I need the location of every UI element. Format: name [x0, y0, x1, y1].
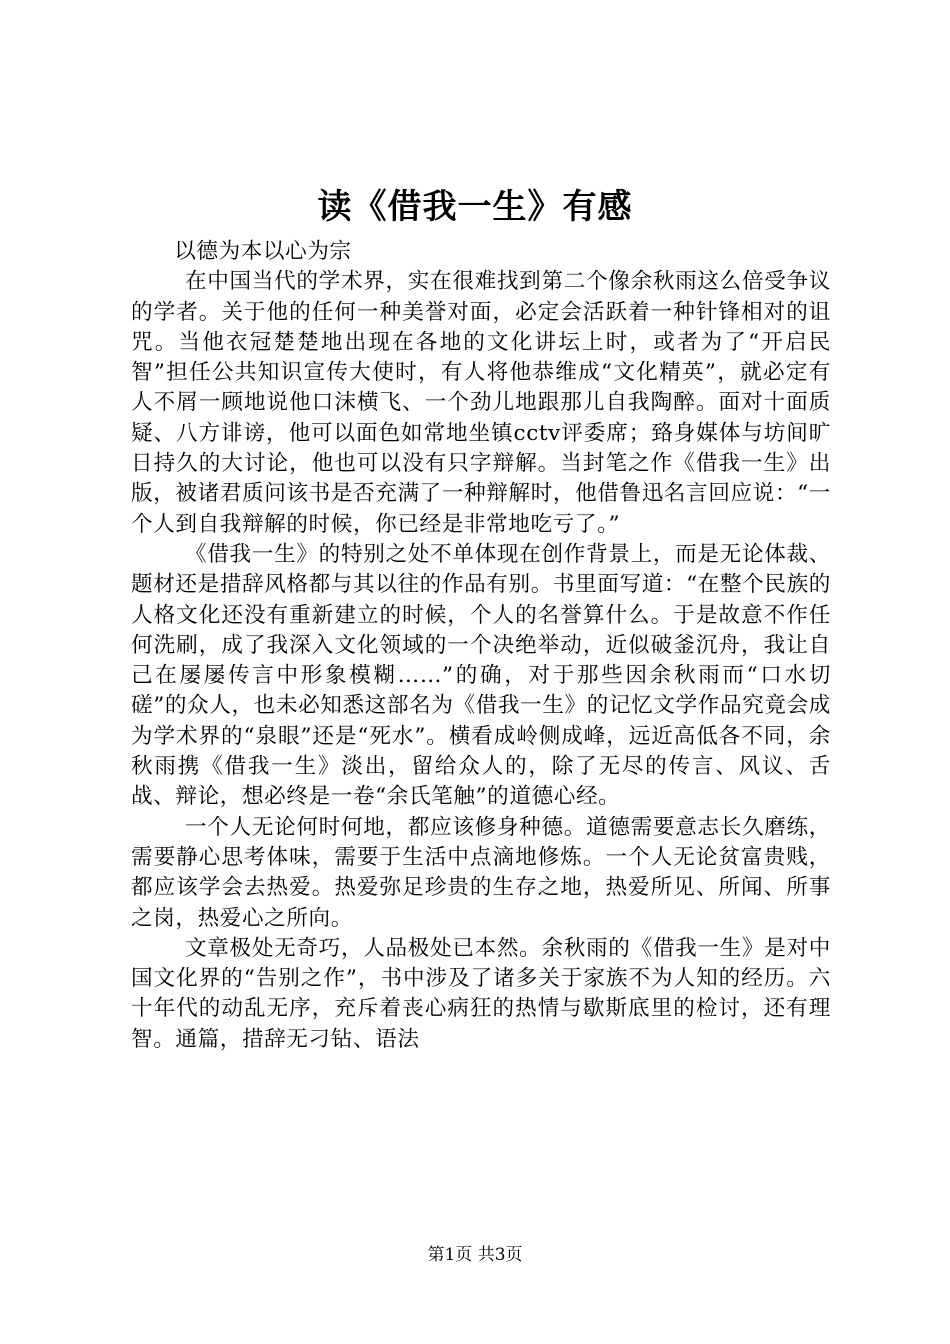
page-footer: 第1页 共3页 — [427, 1245, 523, 1265]
document-title: 读《借我一生》有感 — [317, 187, 633, 227]
paragraph-4: 文章极处无奇巧，人品极处已本然。余秋雨的《借我一生》是对中国文化界的“告别之作”，书中涉及了诸多关于家族不为人知的经历。六十年代的动乱无序，充斥着丧心病狂的热情与歇斯底里的检讨，还有理智。通篇，措辞无刁钻、语法 — [131, 935, 831, 1052]
document-subtitle: 以德为本以心为宗 — [174, 239, 352, 264]
paragraph-3: 一个人无论何时何地，都应该修身种德。道德需要意志长久磨练，需要静心思考体味，需要于生活中点滴地修炼。一个人无论贫富贵贱，都应该学会去热爱。热爱弥足珍贵的生存之地，热爱所见、所闻、所事之岗，热爱心之所向。 — [131, 814, 831, 931]
document-body — [131, 237, 831, 1055]
paragraph-2: 《借我一生》的特别之处不单体现在创作背景上，而是无论体裁、题材还是措辞风格都与其以往的作品有别。书里面写道：“在整个民族的人格文化还没有重新建立的时候，个人的名誉算什么。于是故意不作任何洗刷，成了我深入文化领域的一个决绝举动，近似破釜沉舟，我让自己在屡屡传言中形象模糊……”的确，对于那些因余秋雨而“口水切磋”的众人，也未必知悉这部名为《借我一生》的记忆文学作品究竟会成为学术界的“泉眼”还是“死水”。横看成岭侧成峰，远近高低各不同，余秋雨携《借我一生》淡出，留给众人的，除了无尽的传言、风议、舌战、辩论，想必终是一卷“余氏笔触”的道德心经。 — [131, 541, 831, 810]
paragraph-1: 在中国当代的学术界，实在很难找到第二个像余秋雨这么倍受争议的学者。关于他的任何一种美誉对面，必定会活跃着一种针锋相对的诅咒。当他衣冠楚楚地出现在各地的文化讲坛上时，或者为了“开启民智”担任公共知识宣传大使时，有人将他恭维成“文化精英”，就必定有人不屑一顾地说他口沫横飞、一个劲儿地跟那儿自我陶醉。面对十面质疑、八方诽谤，他可以面色如常地坐镇cctv评委席；臵身媒体与坊间旷日持久的大讨论，他也可以没有只字辩解。当封笔之作《借我一生》出版，被诸君质问该书是否充满了一种辩解时，他借鲁迅名言回应说：“一个人到自我辩解的时候，你已经是非常地吃亏了。” — [131, 269, 831, 537]
